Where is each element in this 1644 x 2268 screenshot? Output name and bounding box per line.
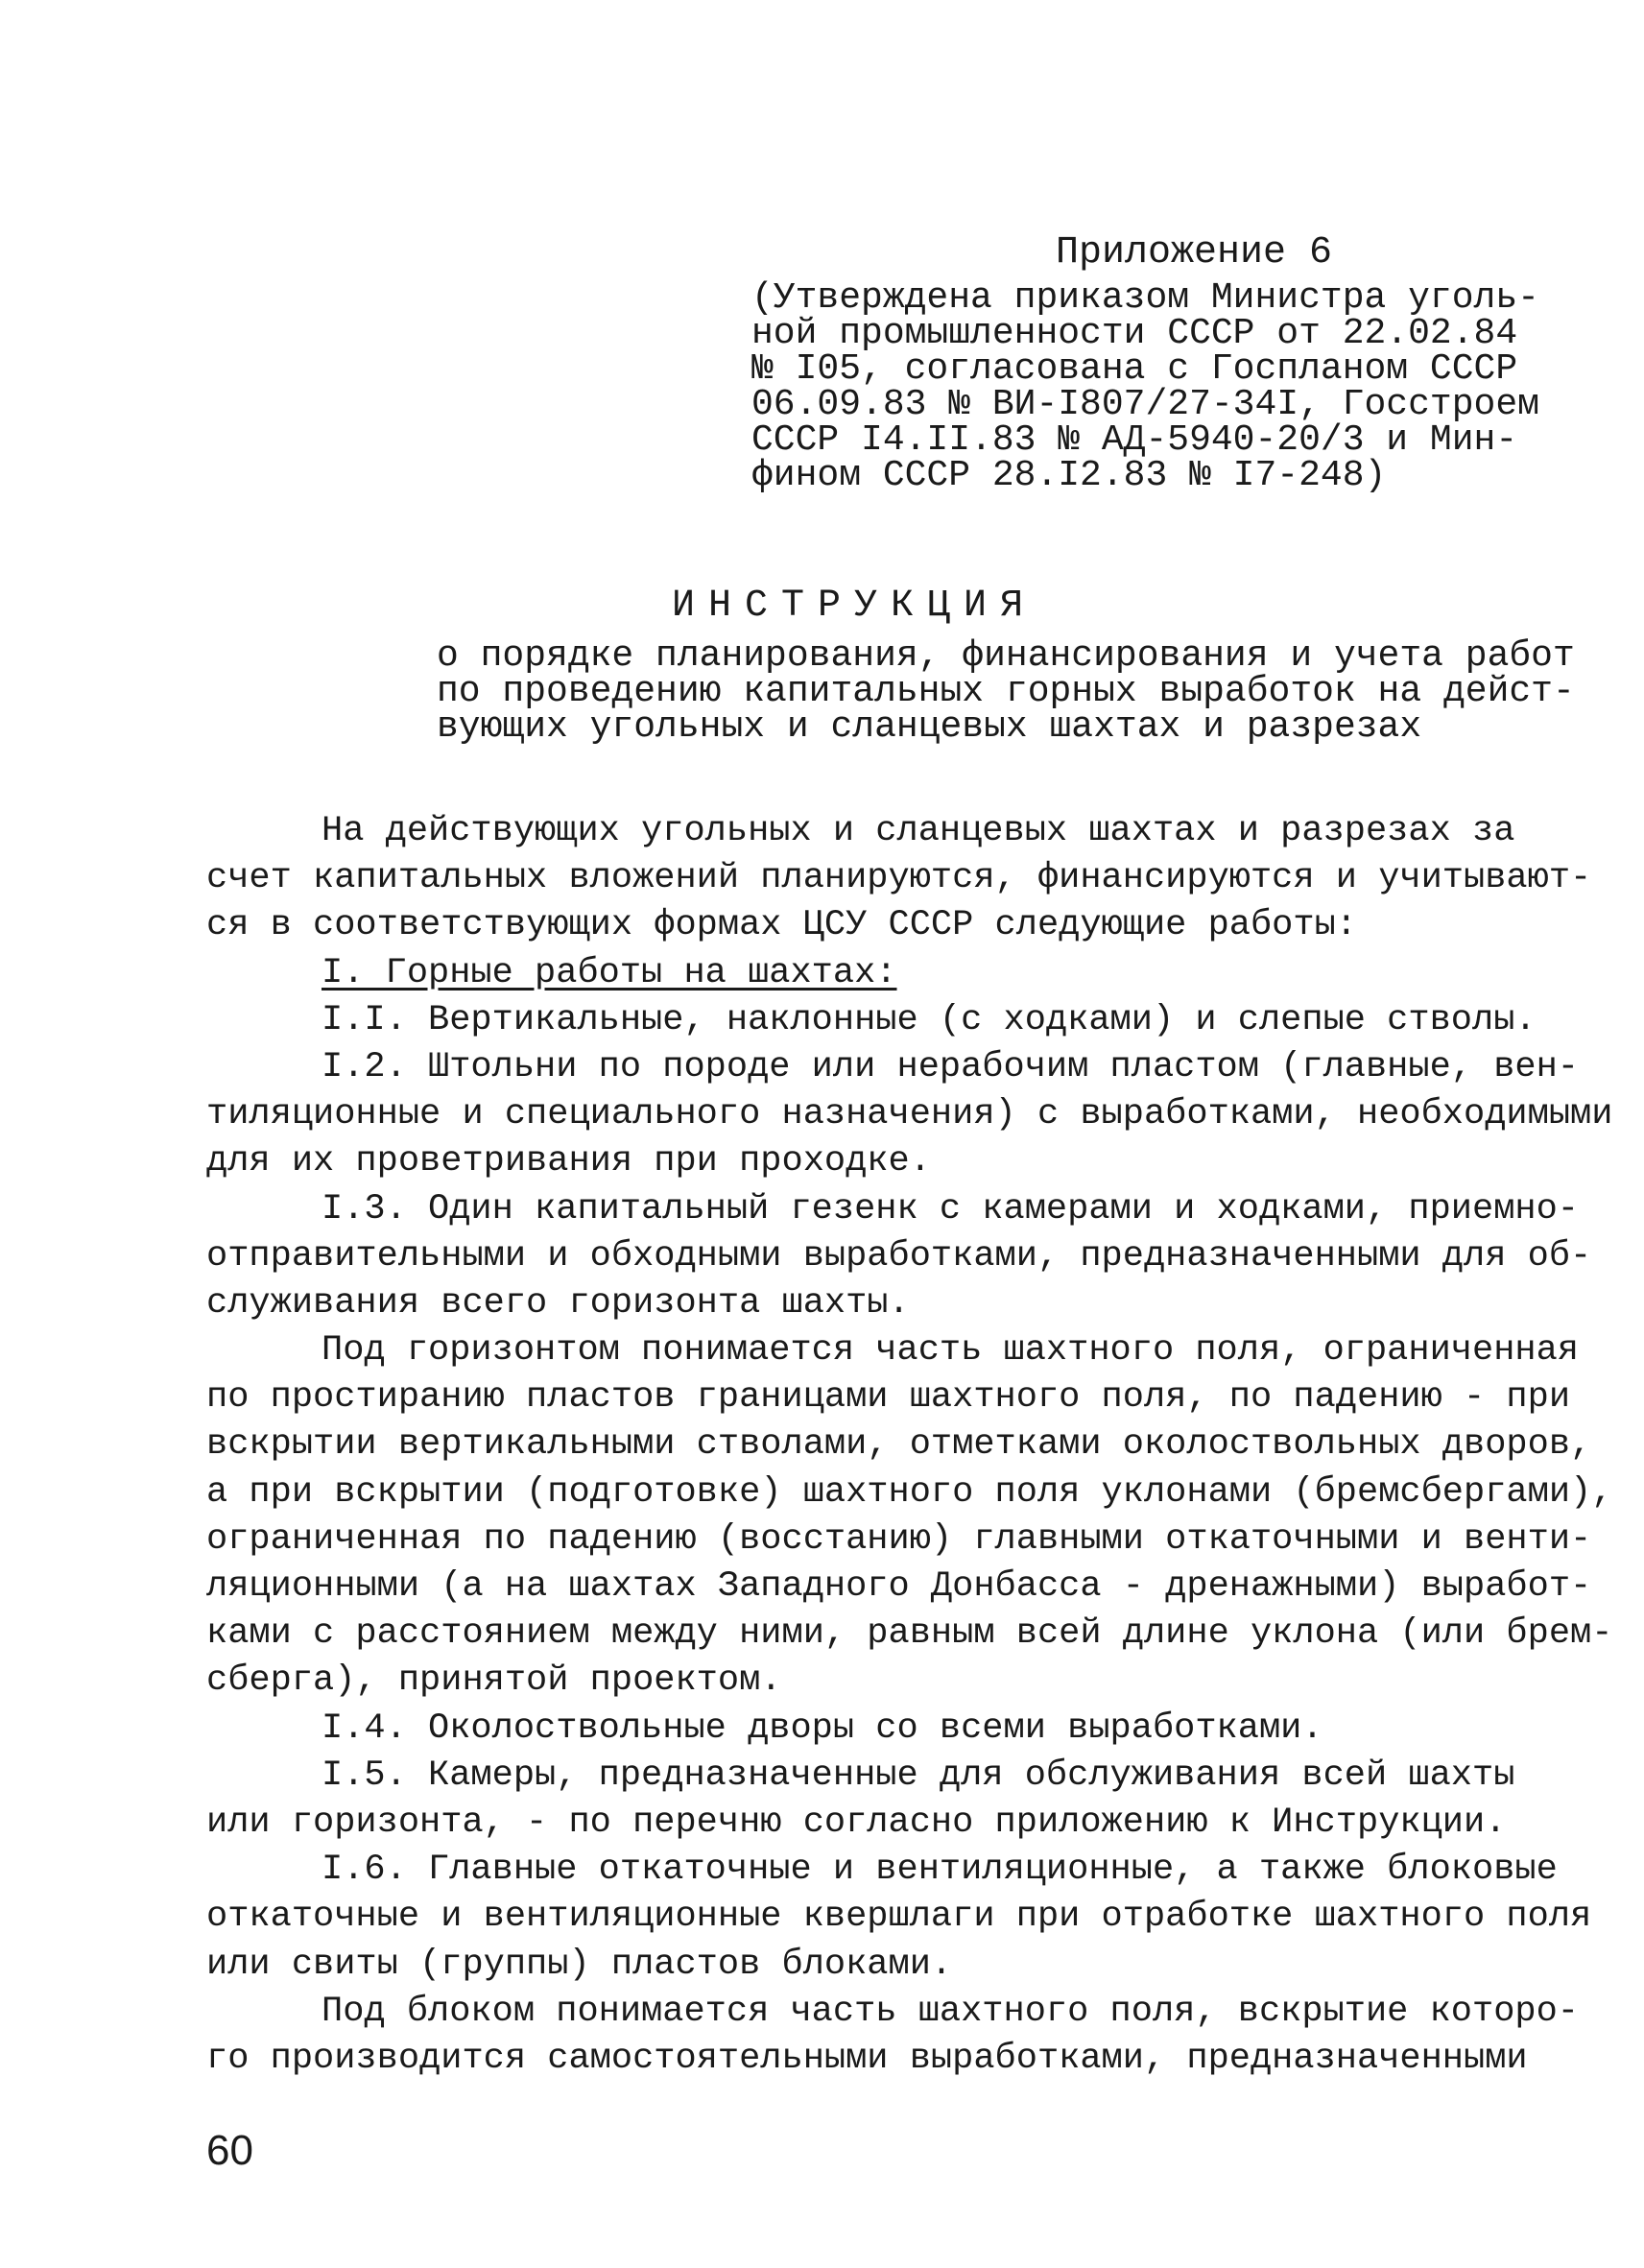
body-line: [206, 1421, 1592, 1468]
body-line-text: I.I. Вертикальные, наклонные (с ходками) и слепые стволы.: [322, 999, 1537, 1040]
body-line-text: Под горизонтом понимается часть шахтного поля, ограниченная: [322, 1330, 1580, 1372]
body-line-text: ограниченная по падению (восстанию) главными откаточными и венти-: [206, 1518, 1592, 1560]
body-line-text: ся в соответствующих формах ЦСУ СССР следующие работы:: [206, 905, 1357, 946]
body-line-text: I.4. Околоствольные дворы со всеми выработками.: [322, 1707, 1323, 1749]
body-line-text: ками с расстоянием между ними, равным всей длине уклона (или брем-: [206, 1613, 1613, 1655]
appendix-label: Приложение 6: [1056, 231, 1333, 275]
approval-line: ной промышленности СССР от 22.02.84: [751, 313, 1518, 354]
body-line: [206, 1847, 1558, 1894]
body-line-text: го производится самостоятельными выработками, предназначенными: [206, 2038, 1528, 2079]
body-line-text: или горизонта, - по перечню согласно приложению к Инструкции.: [206, 1802, 1507, 1843]
body-line: [206, 1186, 1580, 1233]
approval-note: [751, 277, 1539, 496]
body-line: [206, 1658, 1454, 1705]
body-line: [206, 1469, 1613, 1516]
body-line: [206, 1516, 1592, 1564]
body-text: [206, 808, 1613, 2083]
approval-line: фином СССР 28.I2.83 № I7-248): [751, 455, 1387, 496]
document-title: ИНСТРУКЦИЯ: [672, 585, 1037, 628]
body-line: [206, 808, 1515, 855]
body-line-text: сберга), принятой проектом.: [206, 1660, 782, 1702]
body-line: [206, 1564, 1592, 1611]
body-line-text: откаточные и вентиляционные квершлаги при отработке шахтного поля: [206, 1897, 1592, 1938]
body-line-text: I.5. Камеры, предназначенные для обслуживания всей шахты: [322, 1755, 1515, 1796]
body-line-text: для их проветривания при проходке.: [206, 1141, 931, 1182]
body-line-text: служивания всего горизонта шахты.: [206, 1282, 910, 1324]
body-line: [206, 1942, 1454, 1989]
page-number: 60: [206, 2127, 253, 2174]
body-line: [206, 1280, 1454, 1327]
body-line: [206, 950, 1454, 997]
body-line: [206, 855, 1592, 902]
body-line: [206, 1044, 1580, 1091]
body-line-text: I.6. Главные откаточные и вентиляционные, а также блоковые: [322, 1850, 1558, 1891]
body-line: [206, 1753, 1515, 1800]
body-line: [206, 1138, 1454, 1185]
body-line: [206, 1374, 1571, 1421]
body-line-text: I.2. Штольни по породе или нерабочим пластом (главные, вен-: [322, 1046, 1580, 1087]
body-line-text: вскрытии вертикальными стволами, отметками околоствольных дворов,: [206, 1424, 1592, 1466]
body-line: [206, 1091, 1613, 1138]
body-line: [206, 1989, 1580, 2036]
body-line: [206, 1611, 1613, 1658]
subtitle-line: о порядке планирования, финансирования и учета работ: [437, 635, 1575, 677]
body-line-text: ляционными (а на шахтах Западного Донбасса - дренажными) выработ-: [206, 1566, 1592, 1607]
body-line-text: I.3. Один капитальный гезенк с камерами и ходками, приемно-: [322, 1188, 1580, 1229]
body-line: [206, 2036, 1528, 2083]
body-line: [206, 1894, 1592, 1941]
body-line-text: Под блоком понимается часть шахтного поля, вскрытие которо-: [322, 1991, 1580, 2032]
approval-line: 06.09.83 № ВИ-I807/27-34I, Госстроем: [751, 384, 1539, 425]
body-line: [206, 902, 1454, 949]
body-line-text: тиляционные и специального назначения) с выработками, необходимыми: [206, 1094, 1613, 1135]
body-line-text: отправительными и обходными выработками, предназначенными для об-: [206, 1235, 1592, 1277]
subtitle-line: по проведению капитальных горных выработок на дейст-: [437, 671, 1575, 712]
body-line: [206, 1233, 1592, 1280]
approval-line: СССР I4.II.83 № АД-5940-20/3 и Мин-: [751, 419, 1518, 461]
body-line-text: или свиты (группы) пластов блоками.: [206, 1944, 953, 1985]
subtitle-line: вующих угольных и сланцевых шахтах и разрезах: [437, 706, 1422, 748]
body-line-text: а при вскрытии (подготовке) шахтного поля уклонами (бремсбергами),: [206, 1471, 1613, 1513]
body-line: [206, 997, 1537, 1044]
approval-line: № I05, согласована с Госпланом СССР: [751, 348, 1518, 390]
body-line-text: На действующих угольных и сланцевых шахтах и разрезах за: [322, 811, 1515, 851]
document-subtitle: [437, 635, 1575, 748]
approval-line: (Утверждена приказом Министра уголь-: [751, 277, 1539, 319]
body-line-text: I. Горные работы на шахтах:: [322, 952, 897, 993]
body-line-text: по простиранию пластов границами шахтного поля, по падению - при: [206, 1377, 1571, 1419]
body-line: [206, 1800, 1507, 1847]
body-line: [206, 1327, 1580, 1374]
body-line-text: счет капитальных вложений планируются, финансируются и учитывают-: [206, 858, 1592, 899]
body-line: [206, 1706, 1454, 1753]
